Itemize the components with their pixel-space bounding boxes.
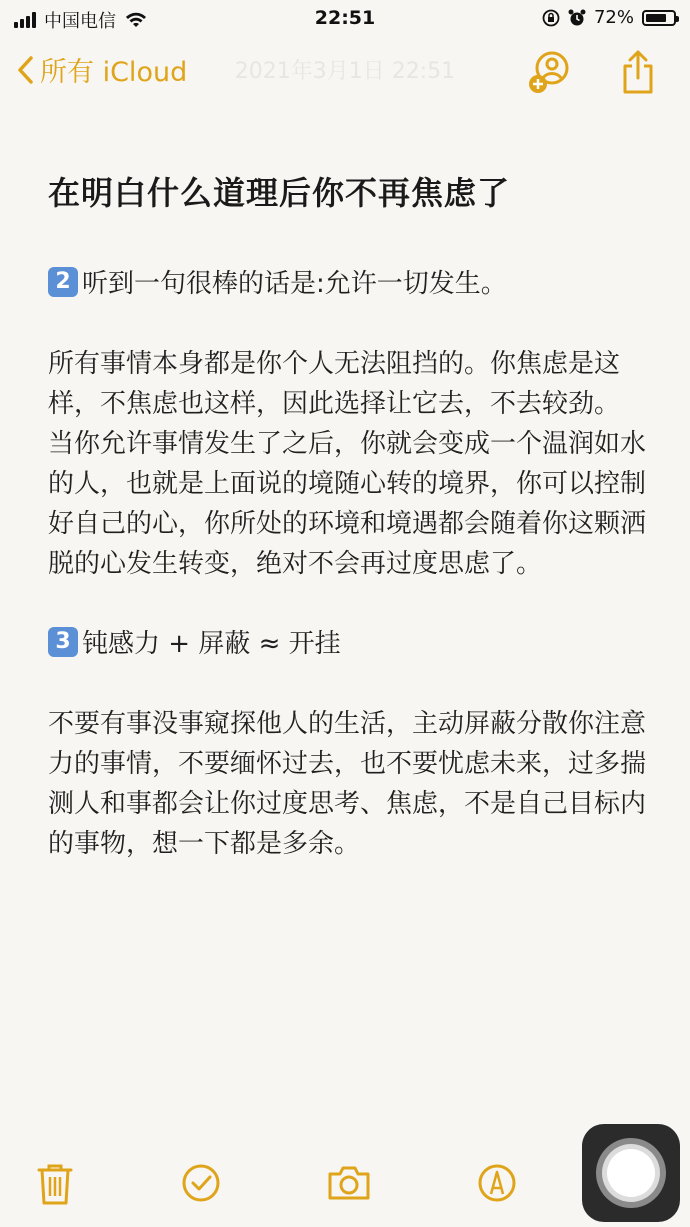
battery-icon — [642, 10, 676, 26]
trash-icon[interactable] — [36, 1162, 74, 1206]
section-3-paragraph: 不要有事没事窥探他人的生活，主动屏蔽分散你注意力的事情，不要缅怀过去，也不要忧虑未来，过多揣测人和事都会让你过度思考、焦虑，不是自己目标内的事物，想一下都是多余。 — [48, 709, 647, 859]
markup-icon[interactable] — [476, 1162, 518, 1204]
alarm-icon — [568, 9, 586, 27]
section-3-heading-text: 钝感力 + 屏蔽 ≈ 开挂 — [82, 629, 341, 659]
assistive-touch-button[interactable] — [582, 1124, 680, 1222]
note-body[interactable] — [48, 168, 648, 864]
checklist-icon[interactable] — [180, 1162, 222, 1204]
nav-bar — [0, 40, 690, 100]
keycap-2-icon: 2 — [48, 267, 78, 297]
camera-icon[interactable] — [326, 1162, 372, 1204]
note-title: 在明白什么道理后你不再焦虑了 — [48, 174, 511, 212]
back-label: 所有 iCloud — [40, 57, 188, 88]
section-2-paragraph-2: 当你允许事情发生了之后，你就会变成一个温润如水的人，也就是上面说的境随心转的境界，你可以控制好自己的心，你所处的环境和境遇都会随着你这颗洒脱的心发生转变，绝对不会再过度思虑了。 — [48, 429, 647, 579]
add-people-icon[interactable] — [526, 48, 574, 96]
section-2-heading — [48, 264, 648, 304]
carrier-label: 中国电信 — [44, 11, 116, 32]
note-date-ghost: 2021年3月1日 22:51 — [234, 59, 456, 84]
battery-percent: 72% — [593, 7, 634, 28]
section-3-heading — [48, 624, 648, 664]
section-2-paragraph-1: 所有事情本身都是你个人无法阻挡的。你焦虑是这样，不焦虑也这样，因此选择让它去，不去较劲。 — [48, 349, 621, 419]
share-icon[interactable] — [618, 48, 658, 96]
keycap-3-icon: 3 — [48, 627, 78, 657]
status-bar — [0, 0, 690, 36]
section-2-heading-text: 听到一句很棒的话是:允许一切发生。 — [82, 269, 507, 299]
status-time: 22:51 — [314, 7, 376, 29]
status-right — [542, 7, 676, 28]
orientation-lock-icon — [542, 9, 560, 27]
